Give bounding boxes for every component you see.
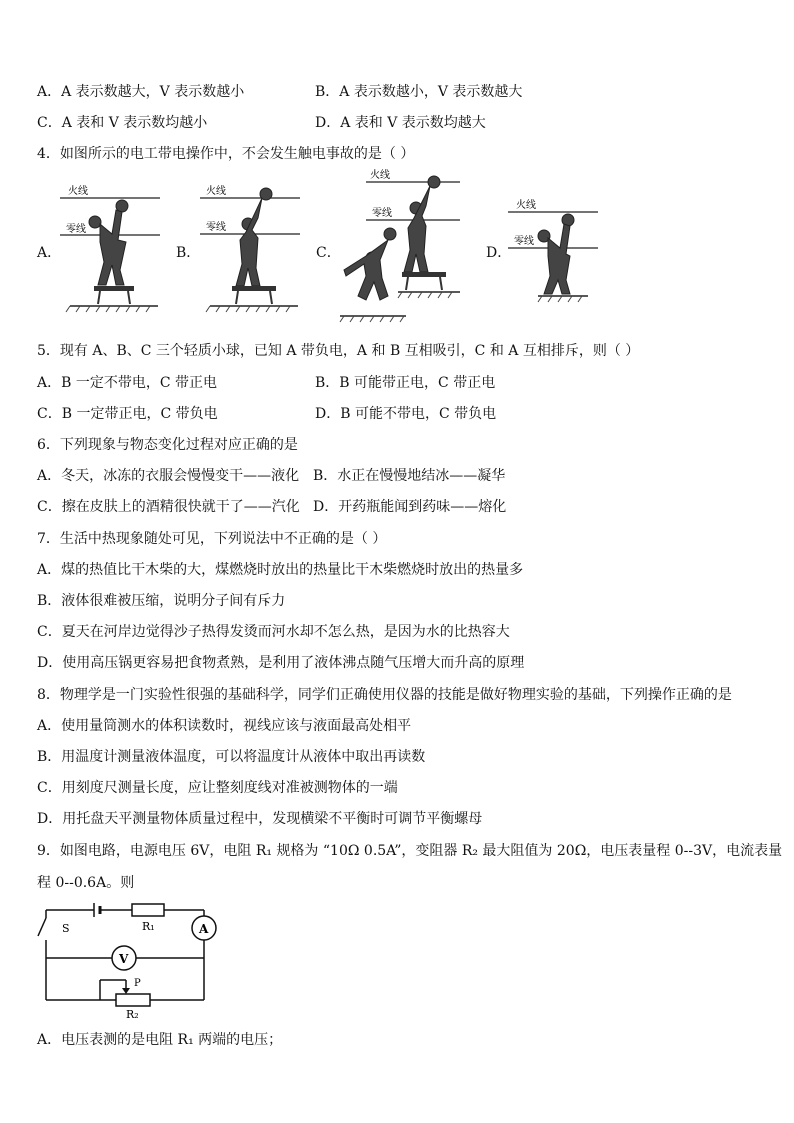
q5-option-a: A．B 一定不带电，C 带正电: [37, 375, 218, 391]
switch-s: [38, 918, 46, 936]
q4-a-live-label: 火线: [68, 186, 88, 197]
q3-option-b: B．A 表示数越小，V 表示数越大: [315, 84, 523, 100]
q6-option-d: D．开药瓶能闻到药味——熔化: [313, 499, 507, 515]
q8-stem: 8．物理学是一门实验性很强的基础科学，同学们正确使用仪器的技能是做好物理实验的基础，下列操作正确的是: [37, 687, 732, 703]
q6-option-a: A．冬天，冰冻的衣服会慢慢变干——液化: [37, 468, 300, 484]
q4-label-d: D．: [486, 245, 512, 261]
q7-stem: 7．生活中热现象随处可见，下列说法中不正确的是（ ）: [37, 531, 387, 547]
q4-c-neutral-label: 零线: [372, 208, 392, 219]
q6-option-b: B．水正在慢慢地结冰——凝华: [313, 468, 506, 484]
q4-label-a: A．: [37, 245, 62, 261]
q4-c-live-label: 火线: [370, 170, 390, 181]
q9-circuit-diagram: [34, 896, 224, 1018]
q3-option-c: C．A 表和 V 表示数均越小: [37, 115, 208, 131]
q5-stem: 5．现有 A、B、C 三个轻质小球，已知 A 带负电，A 和 B 互相吸引，C 和 A 互相排斥，则（ ）: [37, 343, 640, 359]
q8-option-d: D．用托盘天平测量物体质量过程中，发现横梁不平衡时可调节平衡螺母: [37, 811, 483, 827]
q4-label-c: C．: [316, 245, 341, 261]
q7-option-a: A．煤的热值比干木柴的大，煤燃烧时放出的热量比干木柴燃烧时放出的热量多: [37, 562, 524, 578]
slider-p-label: P: [134, 978, 141, 989]
q5-option-d: D．B 可能不带电，C 带负电: [315, 406, 497, 422]
voltmeter-label: V: [119, 952, 129, 966]
q8-option-a: A．使用量筒测水的体积读数时，视线应该与液面最高处相平: [37, 718, 412, 734]
q6-stem: 6．下列现象与物态变化过程对应正确的是: [37, 437, 298, 453]
q7-option-d: D．使用高压锅更容易把食物煮熟，是利用了液体沸点随气压增大而升高的原理: [37, 655, 525, 671]
q9-stem-line2: 程 0--0.6A。则: [37, 875, 135, 891]
q8-option-b: B．用温度计测量液体温度，可以将温度计从液体中取出再读数: [37, 749, 426, 765]
rheostat-r2: [116, 994, 150, 1006]
q4-label-b: B．: [176, 245, 201, 261]
q9-stem-line1: 9．如图电路，电源电压 6V，电阻 R₁ 规格为 “10Ω 0.5A”，变阻器 R₂ 最大阻值为 20Ω，电压表量程 0--3V，电流表量: [37, 843, 783, 859]
q6-option-c: C．擦在皮肤上的酒精很快就干了——汽化: [37, 499, 300, 515]
q5-option-b: B．B 可能带正电，C 带正电: [315, 375, 496, 391]
q4-b-live-label: 火线: [206, 186, 226, 197]
resistor-r1: [132, 904, 164, 916]
q4-figure-d: [508, 190, 600, 308]
q7-option-b: B．液体很难被压缩，说明分子间有斥力: [37, 593, 286, 609]
q4-stem: 4．如图所示的电工带电操作中，不会发生触电事故的是（ ）: [37, 146, 415, 162]
q4-a-neutral-label: 零线: [66, 224, 86, 235]
q4-figure-a: [60, 180, 160, 315]
q4-figure-c: [336, 168, 462, 328]
q3-option-d: D．A 表和 V 表示数均越大: [315, 115, 486, 131]
r1-label: R₁: [142, 920, 155, 933]
r2-label: R₂: [126, 1008, 139, 1018]
q4-d-neutral-label: 零线: [514, 236, 534, 247]
q4-d-live-label: 火线: [516, 200, 536, 211]
q9-option-a: A．电压表测的是电阻 R₁ 两端的电压；: [37, 1032, 283, 1048]
ammeter-label: A: [199, 922, 209, 936]
q5-option-c: C．B 一定带正电，C 带负电: [37, 406, 218, 422]
q7-option-c: C．夏天在河岸边觉得沙子热得发烫而河水却不怎么热，是因为水的比热容大: [37, 624, 510, 640]
q8-option-c: C．用刻度尺测量长度，应让整刻度线对准被测物体的一端: [37, 780, 398, 796]
switch-label: S: [62, 922, 70, 935]
q4-figure-b: [200, 178, 300, 316]
q4-b-neutral-label: 零线: [206, 222, 226, 233]
slider-arrow-icon: [122, 988, 130, 994]
q3-option-a: A．A 表示数越大，V 表示数越小: [37, 84, 245, 100]
